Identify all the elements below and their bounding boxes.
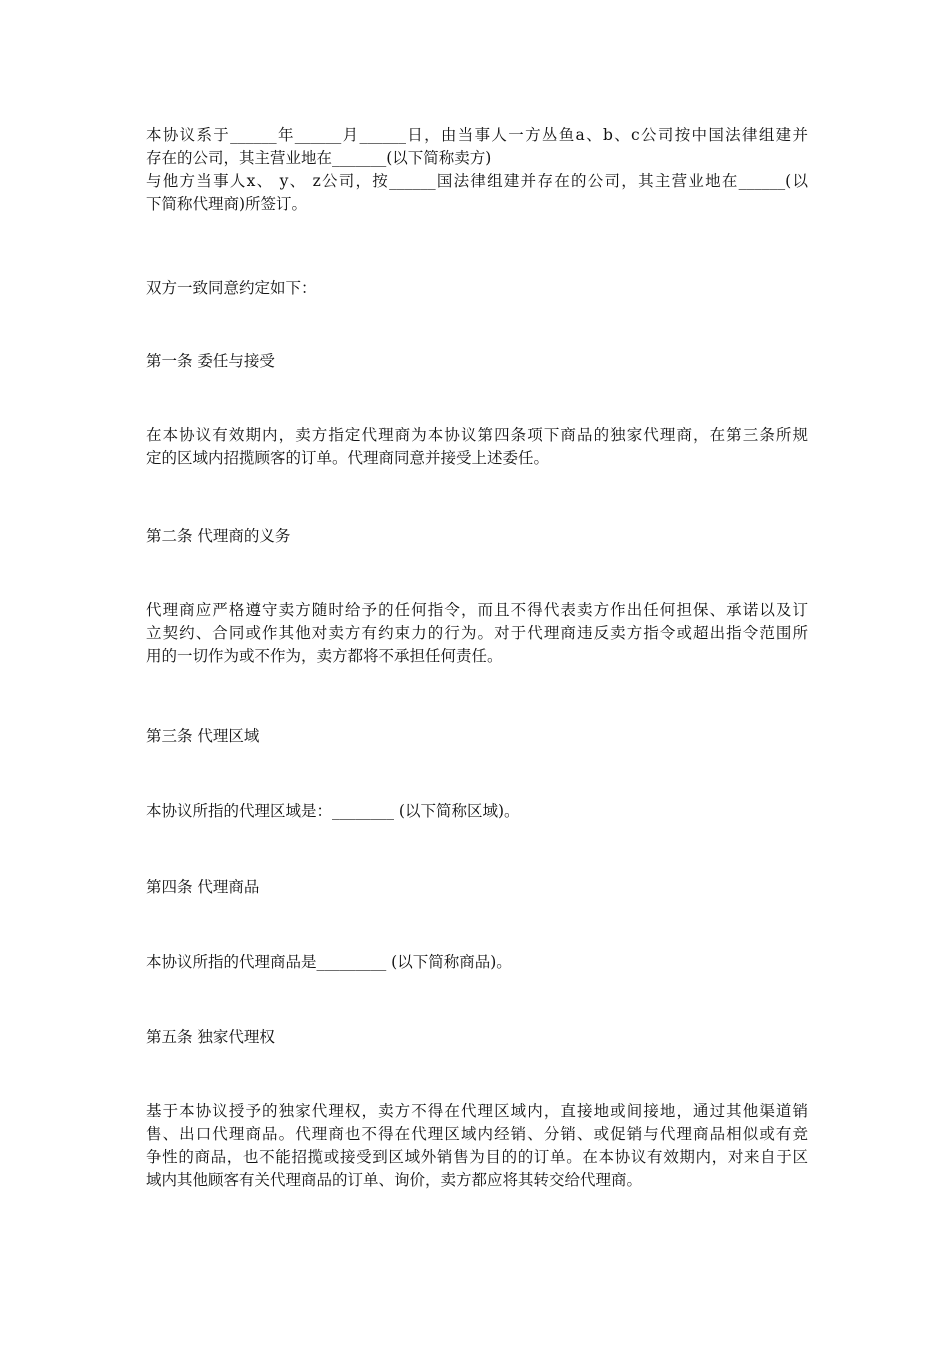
article-5-body xyxy=(146,1100,808,1192)
article-3-body xyxy=(146,800,808,823)
article-title-text: 第五条 独家代理权 xyxy=(146,1028,275,1046)
article-line: 本协议所指的代理区域是：________ (以下简称区域)。 xyxy=(146,802,520,820)
article-line: 本协议所指的代理商品是_________ (以下简称商品)。 xyxy=(146,953,512,971)
article-line: 售、出口代理商品。代理商也不得在代理区域内经销、分销、或促销与代理商品相似或有竞 xyxy=(146,1125,808,1143)
article-line: 域内其他顾客有关代理商品的订单、询价，卖方都应将其转交给代理商。 xyxy=(146,1171,643,1189)
article-title-text: 第三条 代理区域 xyxy=(146,727,260,745)
article-4-body xyxy=(146,951,808,974)
article-line: 代理商应严格遵守卖方随时给予的任何指令，而且不得代表卖方作出任何担保、承诺以及订 xyxy=(146,601,808,619)
article-title-text: 第二条 代理商的义务 xyxy=(146,527,291,545)
agreement-text: 双方一致同意约定如下： xyxy=(146,279,317,297)
agreement-line xyxy=(146,277,808,300)
article-title-text: 第一条 委任与接受 xyxy=(146,352,275,370)
intro-line: 存在的公司，其主营业地在_______(以下简称卖方) xyxy=(146,149,492,167)
article-line: 定的区域内招揽顾客的订单。代理商同意并接受上述委任。 xyxy=(146,449,550,467)
article-line: 争性的商品，也不能招揽或接受到区域外销售为目的的订单。在本协议有效期内，对来自于区 xyxy=(146,1148,808,1166)
article-1-body xyxy=(146,424,808,470)
article-line: 用的一切作为或不作为，卖方都将不承担任何责任。 xyxy=(146,647,503,665)
article-line: 在本协议有效期内，卖方指定代理商为本协议第四条项下商品的独家代理商，在第三条所规 xyxy=(146,426,808,444)
article-line: 立契约、合同或作其他对卖方有约束力的行为。对于代理商违反卖方指令或超出指令范围所 xyxy=(146,624,808,642)
intro-line: 本协议系于______年______月______日，由当事人一方丛鱼a、b、c公司按中国法律组建并 xyxy=(146,126,808,144)
article-1-title xyxy=(146,350,808,373)
article-4-title xyxy=(146,876,808,899)
article-line: 基于本协议授予的独家代理权，卖方不得在代理区域内，直接地或间接地，通过其他渠道销 xyxy=(146,1102,808,1120)
article-2-title xyxy=(146,525,808,548)
intro-line: 与他方当事人x、 y、 z公司，按______国法律组建并存在的公司，其主营业地在______(以 xyxy=(146,172,808,190)
intro-paragraph xyxy=(146,124,808,216)
article-2-body xyxy=(146,599,808,668)
intro-line: 下简称代理商)所签订。 xyxy=(146,195,308,213)
article-title-text: 第四条 代理商品 xyxy=(146,878,260,896)
article-5-title xyxy=(146,1026,808,1049)
article-3-title xyxy=(146,725,808,748)
